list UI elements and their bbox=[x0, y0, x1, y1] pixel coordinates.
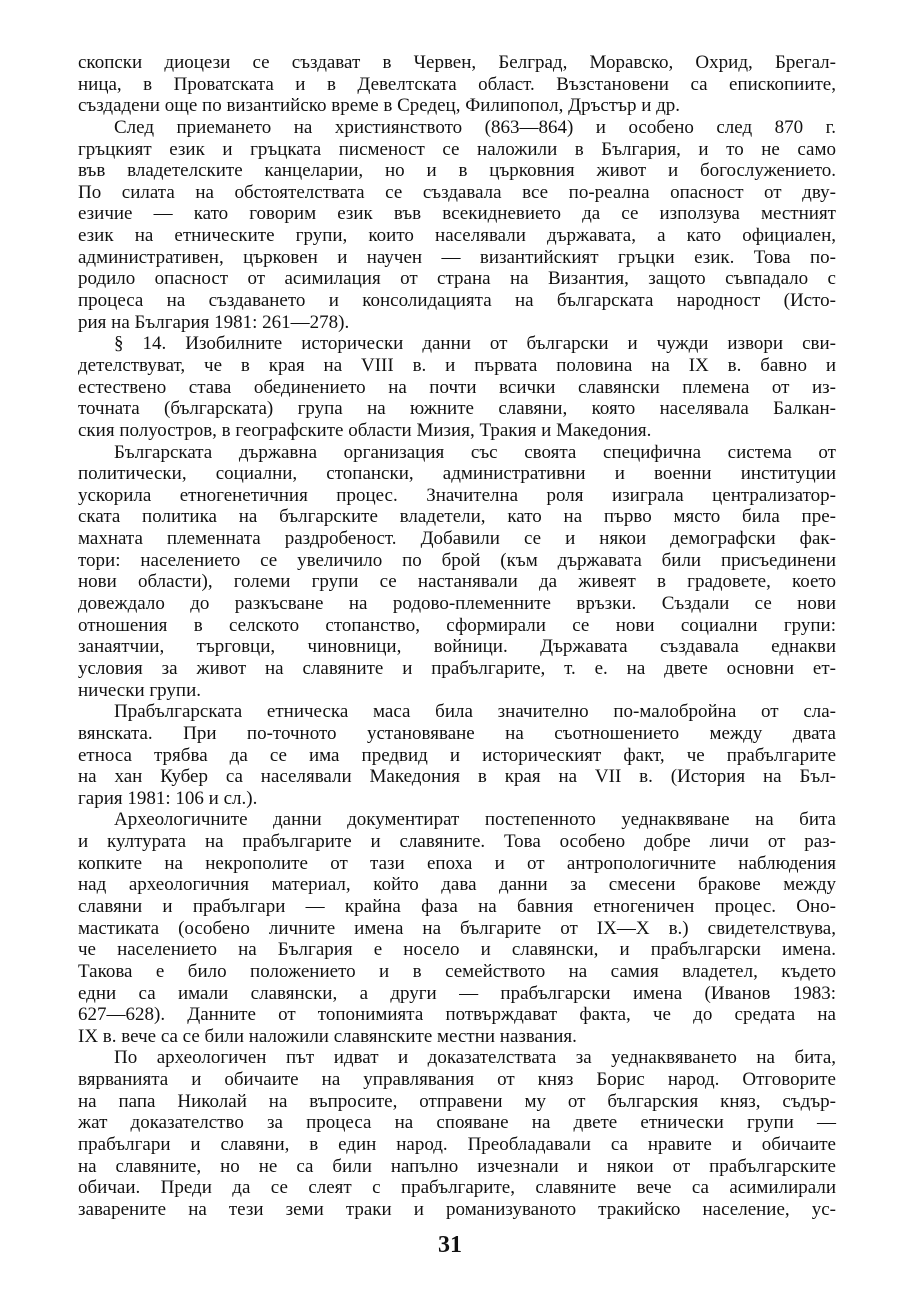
text-line: едни са имали славянски, а други — прабългарски имена (Иванов 1983: bbox=[78, 982, 836, 1004]
text-line: прабългари и славяни, в един народ. Преобладавали са нравите и обичаите bbox=[78, 1134, 836, 1156]
paragraph bbox=[78, 117, 836, 333]
text-line: над археологичния материал, който дава данни за смесени бракове между bbox=[78, 874, 836, 896]
text-line: 627—628). Данните от топонимията потвърждават факта, че до средата на bbox=[78, 1004, 836, 1026]
text-line: заварените на тези земи траки и романизуваното тракийско население, ус- bbox=[78, 1198, 836, 1220]
text-line: етноса трябва да се има предвид и историческият факт, че прабългарите bbox=[78, 744, 836, 766]
text-line: жат доказателство за процеса на спояване на двете етнически групи — bbox=[78, 1112, 836, 1134]
text-line: славяни и прабългари — крайна фаза на бавния етногеничен процес. Оно- bbox=[78, 895, 836, 917]
text-line: § 14. Изобилните исторически данни от български и чужди извори сви- bbox=[114, 333, 836, 355]
text-line: вянската. При по-точното установяване на съотношението между двата bbox=[78, 722, 836, 744]
document-body bbox=[78, 52, 836, 1221]
text-line: копките на некрополите от тази епоха и от антропологичните наблюдения bbox=[78, 852, 836, 874]
text-line: гръцкият език и гръцката писменост се наложили в България, и то не само bbox=[78, 138, 836, 160]
text-line: че населението на България е носело и славянски, и прабългарски имена. bbox=[78, 939, 836, 961]
text-line: отношения в селското стопанство, сформирали се нови социални групи: bbox=[78, 614, 836, 636]
text-line: създадени още по византийско време в Средец, Филипопол, Дръстър и др. bbox=[78, 95, 681, 117]
text-line: ускорила етногенетичния процес. Значителна роля изиграла централизатор- bbox=[78, 484, 836, 506]
text-line: на хан Кубер са населявали Македония в края на VII в. (История на Бъл- bbox=[78, 766, 836, 788]
text-line: рия на България 1981: 261—278). bbox=[78, 311, 350, 333]
text-line: гария 1981: 106 и сл.). bbox=[78, 787, 258, 809]
text-line: ница, в Проватската и в Девелтската област. Възстановени са епископиите, bbox=[78, 73, 836, 95]
paragraph bbox=[78, 1047, 836, 1220]
text-line: След приемането на християнството (863—864) и особено след 870 г. bbox=[114, 116, 836, 138]
text-line: административен, църковен и научен — византийският гръцки език. Това по- bbox=[78, 246, 836, 268]
text-line: на славяните, но не са били напълно изчезнали и някои от прабългарските bbox=[78, 1155, 836, 1177]
page-number: 31 bbox=[438, 1232, 462, 1258]
text-line: езичие — като говорим език във всекидневието да се използува местният bbox=[78, 203, 836, 225]
text-line: език на етническите групи, които населявали държавата, а като официален, bbox=[78, 225, 836, 247]
text-line: тори: населението се увеличило по брой (към държавата били присъединени bbox=[78, 549, 836, 571]
text-line: нови области), големи групи се настанявали да живеят в градовете, което bbox=[78, 571, 836, 593]
text-line: вярванията и обичаите на управлявания от княз Борис народ. Отговорите bbox=[78, 1069, 836, 1091]
paragraph bbox=[78, 701, 836, 809]
paragraph bbox=[78, 442, 836, 702]
text-line: родило опасност от асимилация от страна на Византия, защото съвпадало с bbox=[78, 268, 836, 290]
text-line: политически, социални, стопански, административни и военни институции bbox=[78, 463, 836, 485]
text-line: Такова е било положението и в семейството на самия владетел, където bbox=[78, 960, 836, 982]
text-line: довеждало до разкъсване на родово-племенните връзки. Създали се нови bbox=[78, 593, 836, 615]
text-line: Археологичните данни документират постепенното уеднаквяване на бита bbox=[114, 809, 836, 831]
text-line: Прабългарската етническа маса била значително по-малобройна от сла- bbox=[114, 701, 836, 723]
text-line: процеса на създаването и консолидацията на българската народност (Исто- bbox=[78, 290, 836, 312]
paragraph bbox=[78, 333, 836, 441]
text-line: точната (българската) група на южните славяни, която населявала Балкан- bbox=[78, 398, 836, 420]
text-line: мастиката (особено личните имена на българите от IX—X в.) свидетелствува, bbox=[78, 917, 836, 939]
text-line: занаятчии, търговци, чиновници, войници. Държавата създавала еднакви bbox=[78, 636, 836, 658]
text-line: условия за живот на славяните и прабългарите, т. е. на двете основни ет- bbox=[78, 657, 836, 679]
text-line: махната племенната раздробеност. Добавили се и някои демографски фак- bbox=[78, 528, 836, 550]
text-line: Българската държавна организация със своята специфична система от bbox=[114, 441, 836, 463]
text-line: нически групи. bbox=[78, 679, 202, 701]
text-line: и културата на прабългарите и славяните. Това особено добре личи от раз- bbox=[78, 831, 836, 853]
text-line: По археологичен път идват и доказателствата за уеднаквяването на бита, bbox=[114, 1047, 836, 1069]
text-line: на папа Николай на въпросите, отправени му от българския княз, съдър- bbox=[78, 1090, 836, 1112]
text-line: ския полуостров, в географските области Мизия, Тракия и Македония. bbox=[78, 419, 652, 441]
text-line: обичаи. Преди да се слеят с прабългарите, славяните вече са асимилирали bbox=[78, 1177, 836, 1199]
paragraph bbox=[78, 809, 836, 1047]
text-line: естествено става обединението на почти всички славянски племена от из- bbox=[78, 376, 836, 398]
text-line: във владетелските канцеларии, но и в църковния живот и богослужението. bbox=[78, 160, 836, 182]
text-line: детелствуват, че в края на VIII в. и първата половина на IX в. бавно и bbox=[78, 354, 836, 376]
text-line: ската политика на българските владетели, като на първо място била пре- bbox=[78, 506, 836, 528]
text-line: скопски диоцези се създават в Червен, Белград, Моравско, Охрид, Брегал- bbox=[78, 52, 836, 73]
paragraph bbox=[78, 52, 836, 117]
text-line: По силата на обстоятелствата се създавала все по-реална опасност от дву- bbox=[78, 181, 836, 203]
text-line: IX в. вече са се били наложили славянските местни названия. bbox=[78, 1025, 577, 1047]
